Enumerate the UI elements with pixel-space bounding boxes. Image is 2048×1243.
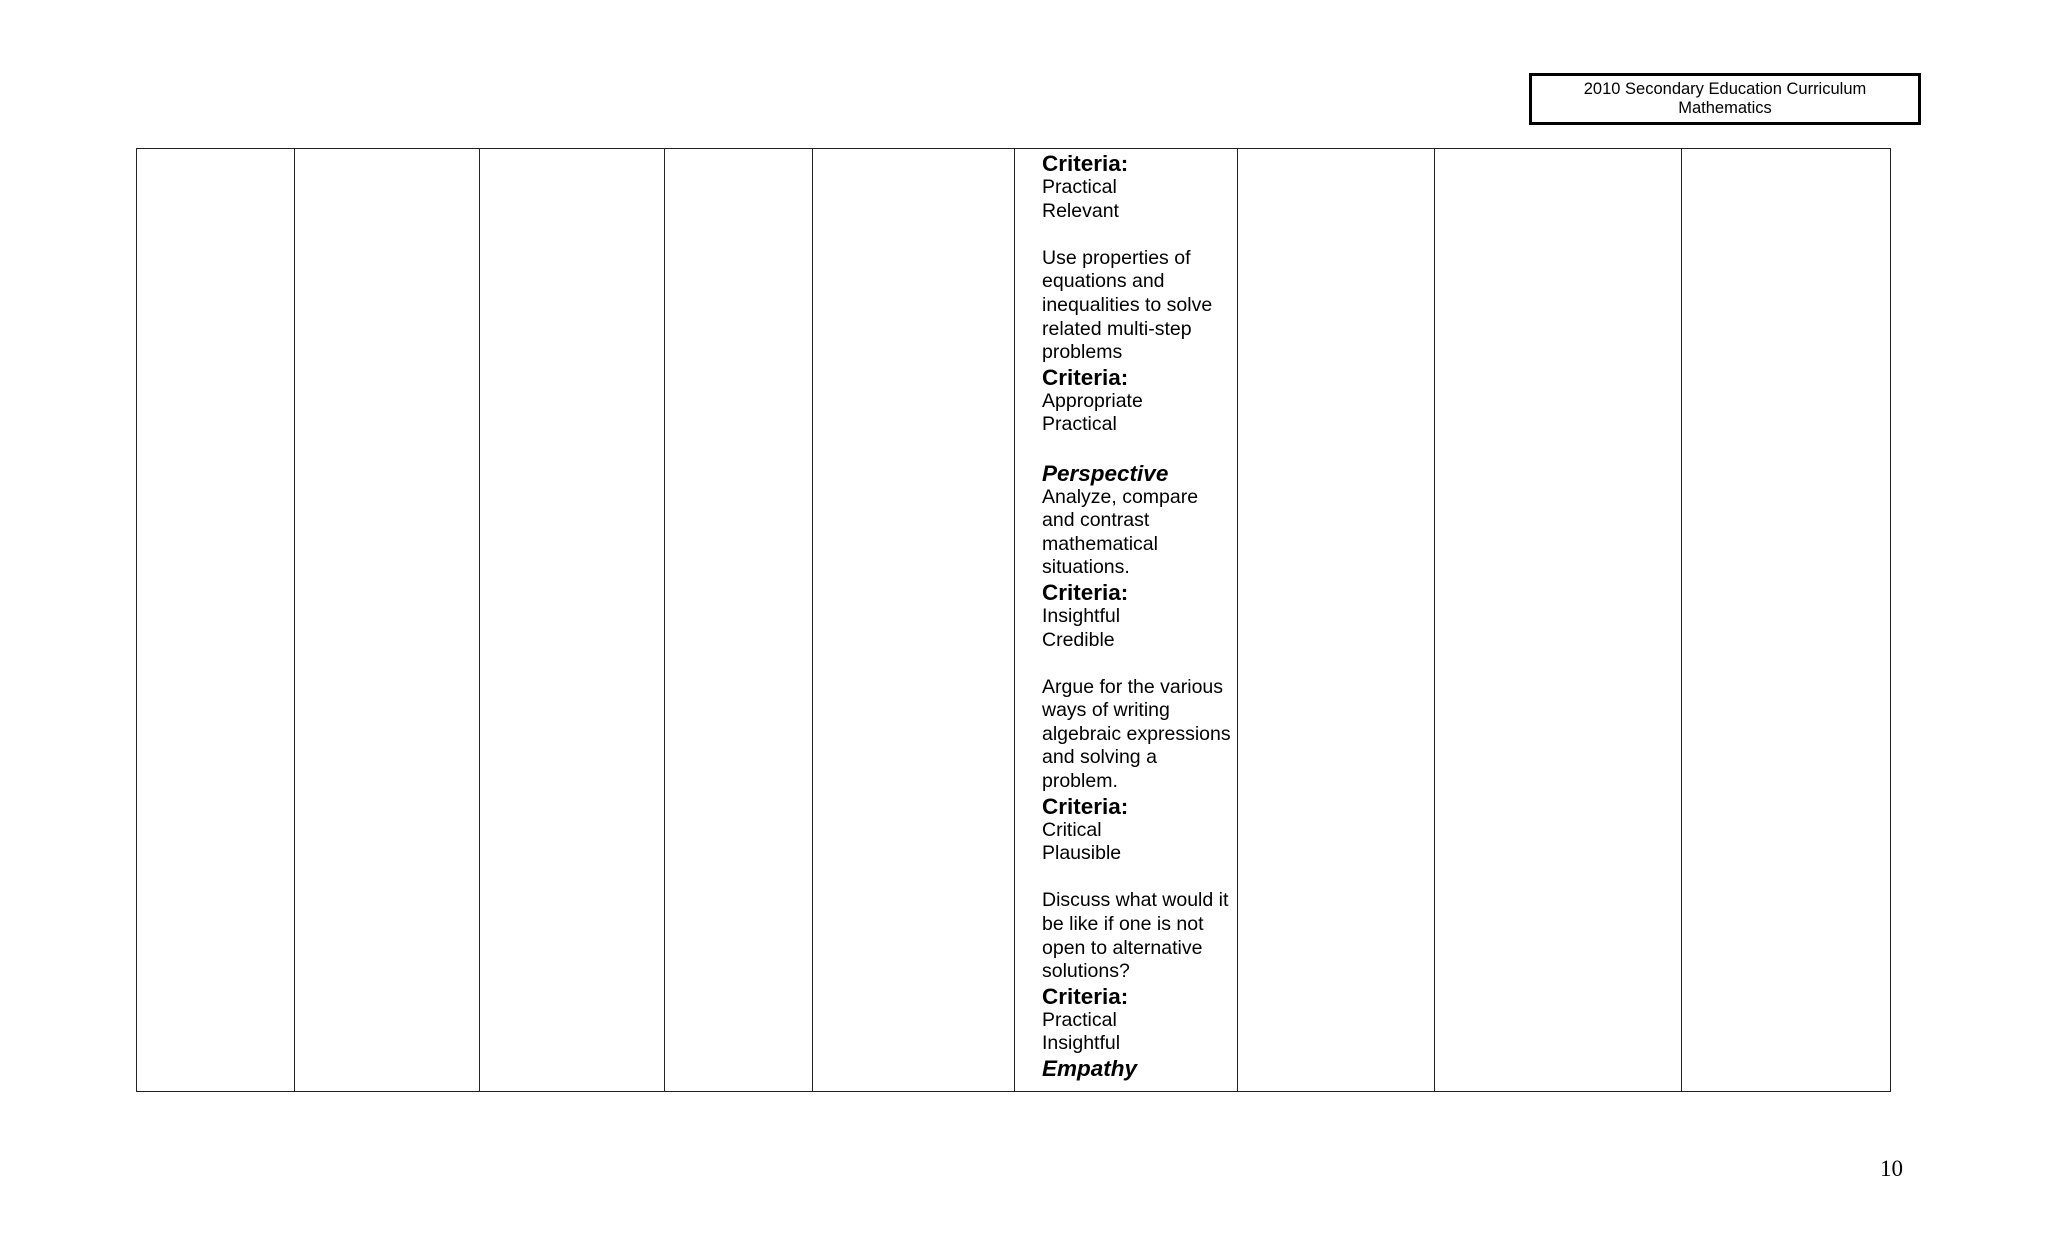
task-text: equations and (1042, 270, 1165, 293)
task-text: mathematical (1042, 532, 1158, 555)
task-text: related multi-step (1042, 317, 1192, 340)
task-text: open to alternative (1042, 936, 1203, 959)
task-text: and solving a (1042, 746, 1157, 769)
column-divider (479, 149, 480, 1091)
page-number: 10 (1880, 1156, 1903, 1181)
criteria-item: Critical (1042, 818, 1102, 841)
task-text: algebraic expressions (1042, 722, 1231, 745)
criteria-item: Credible (1042, 628, 1115, 651)
criteria-label: Criteria: (1042, 364, 1129, 390)
task-text: problem. (1042, 770, 1118, 793)
criteria-label: Criteria: (1042, 579, 1129, 605)
criteria-item: Insightful (1042, 604, 1121, 627)
criteria-item: Practical (1042, 1008, 1117, 1031)
column-divider (1434, 149, 1435, 1091)
header-title: 2010 Secondary Education Curriculum (1583, 80, 1867, 98)
task-text: be like if one is not (1042, 913, 1204, 936)
task-text: Argue for the various (1042, 675, 1224, 698)
column-divider (1014, 149, 1015, 1091)
curriculum-header-box (1529, 73, 1921, 125)
assessment-cell (1032, 149, 1362, 1081)
task-text: solutions? (1042, 960, 1130, 983)
curriculum-table (136, 148, 1891, 1092)
criteria-item: Plausible (1042, 842, 1122, 865)
task-text: and contrast (1042, 509, 1150, 532)
task-text: ways of writing (1042, 699, 1170, 722)
criteria-label: Criteria: (1042, 793, 1129, 819)
task-text: problems (1042, 341, 1123, 364)
header-subject: Mathematics (1678, 99, 1772, 117)
column-divider (294, 149, 295, 1091)
task-text: Discuss what would it (1042, 889, 1229, 912)
task-text: inequalities to solve (1042, 293, 1213, 316)
criteria-item: Practical (1042, 413, 1117, 436)
perspective-heading: Perspective (1042, 460, 1169, 486)
criteria-item: Appropriate (1042, 389, 1143, 412)
column-divider (812, 149, 813, 1091)
criteria-item: Relevant (1042, 199, 1119, 222)
task-text: Use properties of (1042, 246, 1191, 269)
column-divider (1681, 149, 1682, 1091)
criteria-label: Criteria: (1042, 983, 1129, 1009)
empathy-heading: Empathy (1042, 1056, 1138, 1081)
criteria-item: Insightful (1042, 1032, 1121, 1055)
criteria-item: Practical (1042, 176, 1117, 198)
task-text: Analyze, compare (1042, 485, 1199, 508)
task-text: situations. (1042, 556, 1130, 579)
column-divider (664, 149, 665, 1091)
criteria-label: Criteria: (1042, 151, 1129, 176)
